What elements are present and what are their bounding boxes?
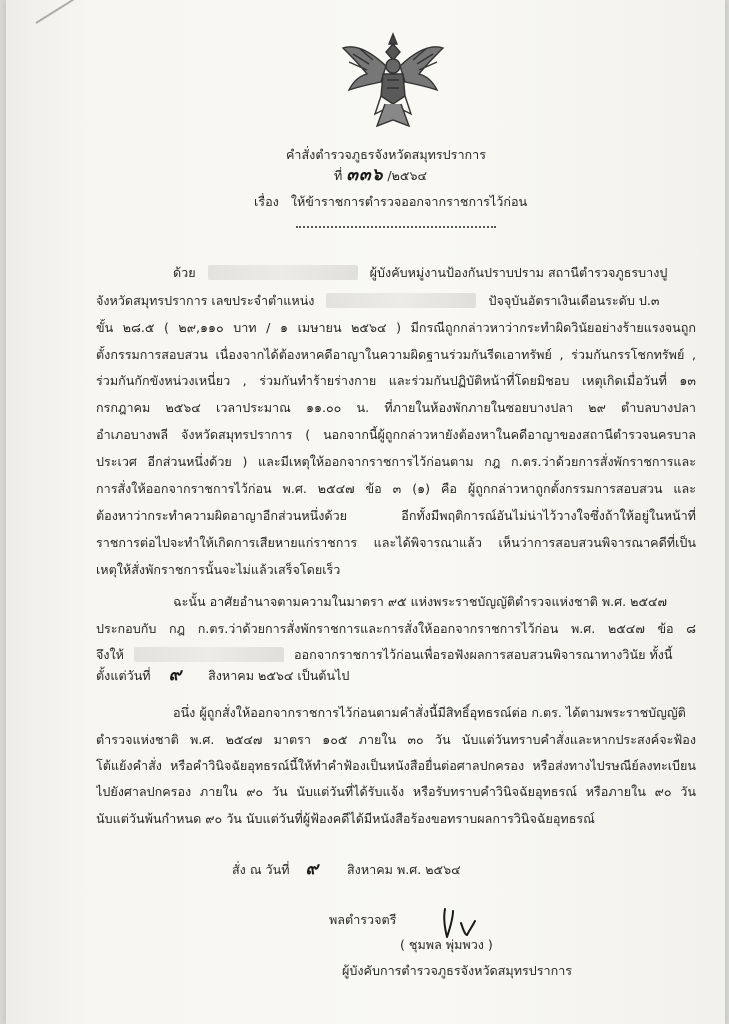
paragraph-2-line-4 <box>96 666 349 685</box>
paragraph-1-line-9: การสั่งให้ออกจากราชการไว้ก่อน พ.ศ. ๒๕๔๗ ข้อ ๓ (๑) คือ ผู้ถูกกล่าวหาถูกตั้งกรรมการสอบสวน และ <box>96 481 696 496</box>
order-date-line <box>232 860 461 879</box>
paragraph-3-line-5: นับแต่วันพ้นกำหนด ๙๐ วัน นับแต่วันที่ผู้ฟ้องคดีได้มีหนังสือร้องขอทราบผลการวินิจฉัยอุทธรณ์ <box>96 811 595 826</box>
order-number-prefix: ที่ <box>334 168 343 183</box>
order-date-month-year: สิงหาคม พ.ศ. ๒๕๖๔ <box>347 862 461 877</box>
handwritten-signature <box>439 905 483 939</box>
paragraph-1-line-1 <box>173 264 667 282</box>
handwritten-day: ๙ <box>168 665 183 685</box>
paragraph-1-line-7: อำเภอบางพลี จังหวัดสมุทรปราการ ( นอกจากนี้ผู้ถูกกล่าวหายังต้องหาในคดีอาญาของสถานีตำรวจนครบาล <box>96 427 696 442</box>
p1-text: จังหวัดสมุทรปราการ เลขประจำตำแหน่ง <box>96 293 315 308</box>
paragraph-1-line-5: ร่วมกันกักขังหน่วงเหนี่ยว , ร่วมกันทำร้ายร่างกาย และร่วมกันปฏิบัติหน้าที่โดยมิชอบ เหตุเกิดเมื่อวันที่ ๑๓ <box>96 373 696 388</box>
p2-text: จึงให้ <box>96 647 124 662</box>
paragraph-1-line-12: เหตุให้สั่งพักราชการนั้นจะไม่แล้วเสร็จโดยเร็ว <box>96 562 341 577</box>
subject-label: เรื่อง <box>254 194 279 209</box>
paragraph-2-line-2: ประกอบกับ กฎ ก.ตร.ว่าด้วยการสั่งพักราชการและการสั่งให้ออกจากราชการไว้ก่อน พ.ศ. ๒๕๔๗ ข้อ ๘ <box>96 621 696 636</box>
paragraph-3-line-3: โต้แย้งคำสั่ง หรือคำวินิจฉัยอุทธรณ์นี้ให้ทำคำฟ้องเป็นหนังสือยื่นต่อศาลปกครอง หรือส่งทางไปรษณีย์ลงทะเบียน <box>96 758 696 773</box>
signer-name: ( ชุมพล พุ่มพวง ) <box>400 937 493 952</box>
p2-text: ออกจากราชการไว้ก่อนเพื่อรอฟังผลการสอบสวนพิจารณาทางวินัย ทั้งนี้ <box>294 647 673 662</box>
redacted-name <box>208 265 358 280</box>
subject-line <box>254 193 527 211</box>
p1-text: ปัจจุบันอัตราเงินเดือนระดับ ป.๓ <box>488 293 660 308</box>
p2-text: สิงหาคม ๒๕๖๔ เป็นต้นไป <box>208 668 350 683</box>
order-number-line <box>334 166 427 185</box>
subject-text: ให้ข้าราชการตำรวจออกจากราชการไว้ก่อน <box>290 194 528 209</box>
paragraph-3-line-2: ตำรวจแห่งชาติ พ.ศ. ๒๕๔๗ มาตรา ๑๐๕ ภายใน ๓๐ วัน นับแต่วันทราบคำสั่งและหากประสงค์จะฟ้อง <box>96 732 696 747</box>
order-title: คำสั่งตำรวจภูธรจังหวัดสมุทรปราการ <box>286 147 486 162</box>
paragraph-1-line-10: ต้องหาว่ากระทำความผิดอาญาอีกส่วนหนึ่งด้วย อีกทั้งมีพฤติการณ์อันไม่น่าไว้วางใจซึ่งถ้าให้อยู่ในหน้าที่ <box>96 508 696 523</box>
paragraph-1-line-2 <box>96 292 659 310</box>
signer-rank: พลตำรวจตรี <box>329 912 397 927</box>
order-number-handwritten: ๓๓๖ <box>346 165 384 185</box>
dotted-separator <box>296 226 496 228</box>
p1-text: ผู้บังคับหมู่งานป้องกันปราบปราม สถานีตำรวจภูธรบางปู <box>369 265 668 280</box>
p2-text: ตั้งแต่วันที่ <box>96 668 151 683</box>
paragraph-1-line-4: ตั้งกรรมการสอบสวน เนื่องจากได้ต้องหาคดีอาญาในความผิดฐานร่วมกันรีดเอาทรัพย์ , ร่วมกันกรรโชกทรัพย์ , <box>96 347 696 362</box>
redacted-name <box>134 647 284 662</box>
order-date-label: สั่ง ณ วันที่ <box>232 862 290 877</box>
paragraph-3-line-1: อนึ่ง ผู้ถูกสั่งให้ออกจากราชการไว้ก่อนตามคำสั่งนี้มีสิทธิ์อุทธรณ์ต่อ ก.ตร. ได้ตามพระราชบัญญัติ <box>173 705 686 720</box>
document-page <box>6 0 725 1024</box>
paper-crease-mark <box>35 0 73 24</box>
redacted-position-number <box>326 293 476 308</box>
paragraph-1-line-8: ประเวศ อีกส่วนหนึ่งด้วย ) และมีเหตุให้ออกจากราชการไว้ก่อนตาม กฎ ก.ตร.ว่าด้วยการสั่งพักราชการและ <box>96 454 696 469</box>
paragraph-2-line-3 <box>96 646 673 664</box>
order-number-year: /๒๕๖๔ <box>387 168 427 183</box>
paragraph-3-line-4: ไปยังศาลปกครอง ภายใน ๙๐ วัน นับแต่วันที่ได้รับแจ้ง หรือรับทราบคำวินิจฉัยอุทธรณ์ หรือภายใน ๙๐ วัน <box>96 784 696 799</box>
paragraph-2-line-1: ฉะนั้น อาศัยอำนาจตามความในมาตรา ๙๕ แห่งพระราชบัญญัติตำรวจแห่งชาติ พ.ศ. ๒๕๔๗ <box>173 594 667 609</box>
signer-position: ผู้บังคับการตำรวจภูธรจังหวัดสมุทรปราการ <box>342 963 573 978</box>
paragraph-1-line-3: ขั้น ๒๘.๕ ( ๒๙,๑๑๐ บาท / ๑ เมษายน ๒๕๖๔ ) มีกรณีถูกกล่าวหาว่ากระทำผิดวินัยอย่างร้ายแรงจนถูก <box>96 320 696 335</box>
paragraph-1-line-11: ราชการต่อไปจะทำให้เกิดการเสียหายแก่ราชการ และได้พิจารณาแล้ว เห็นว่าการสอบสวนพิจารณาคดีที่เป็น <box>96 535 696 550</box>
garuda-emblem <box>339 30 447 132</box>
paragraph-1-line-6: กรกฎาคม ๒๕๖๔ เวลาประมาณ ๑๑.๐๐ น. ที่ภายในห้องพักภายในซอยบางปลา ๒๙ ตำบลบางปลา <box>96 400 696 415</box>
handwritten-day: ๙ <box>305 859 319 879</box>
p1-text: ด้วย <box>173 265 196 280</box>
